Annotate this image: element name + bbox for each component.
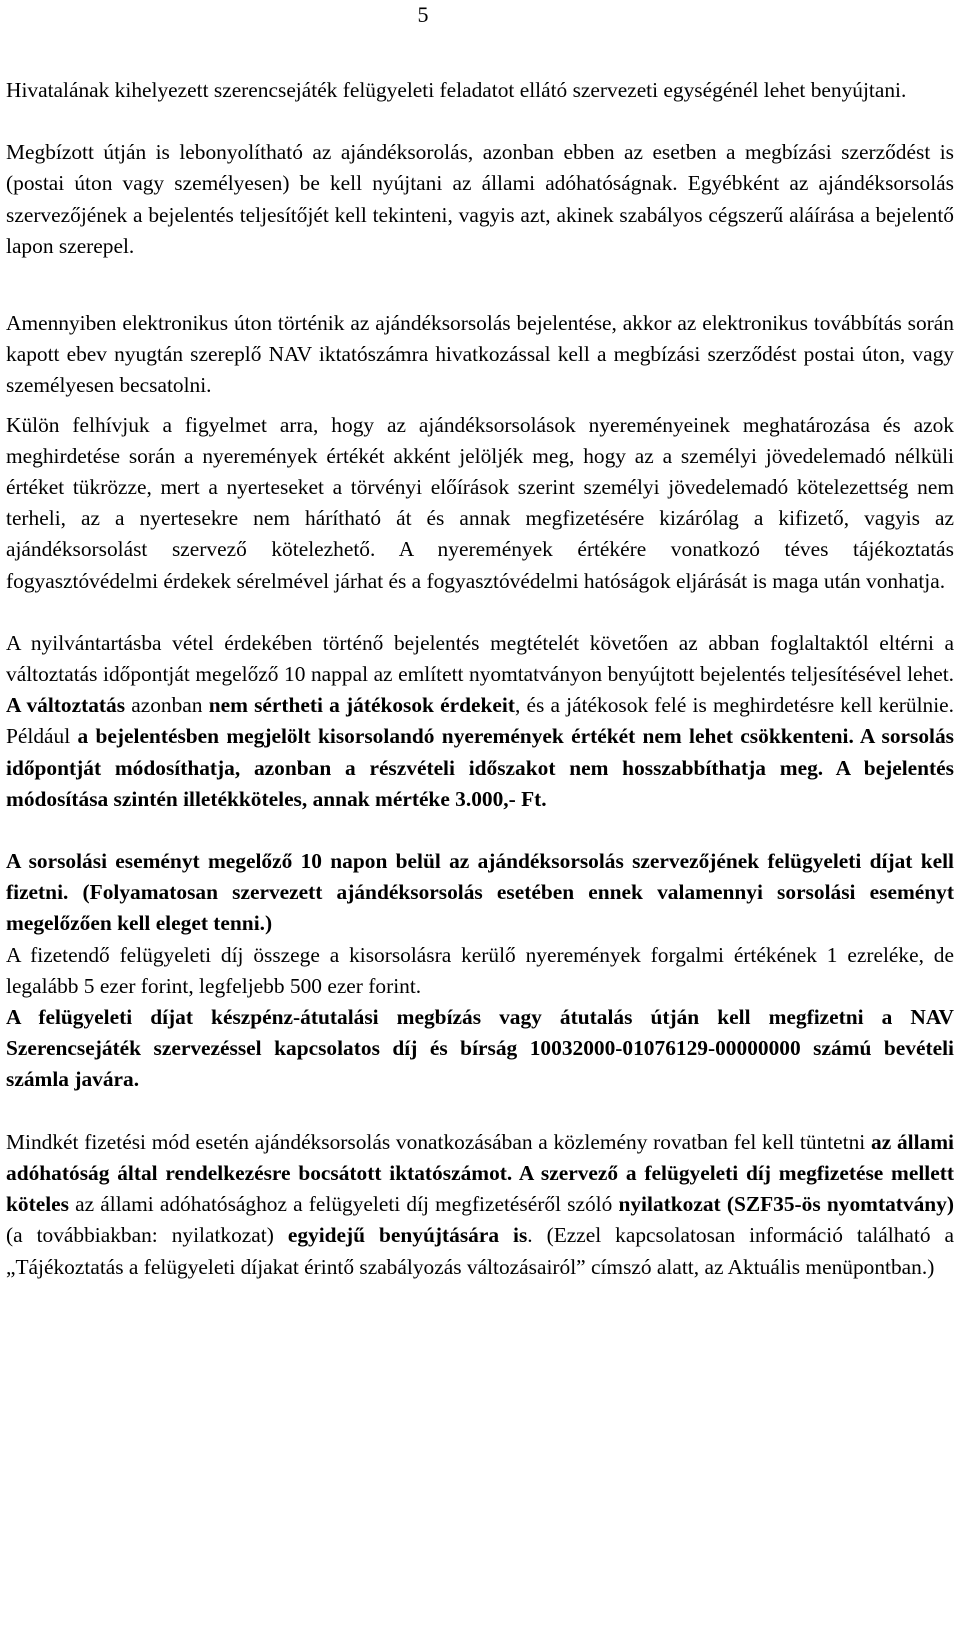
paragraph-9-text-3: (a továbbiakban: nyilatkozat) — [6, 1223, 288, 1248]
paragraph-6-bold: A sorsolási eseményt megelőző 10 napon belül az ajándéksorsolás szervezőjének felügyeleti díjat kell fizetni. (Folyamatosan szervezett ajándéksorsolás esetében ennek valamennyi sorsolási eseményt megelőzően kell eleget tenni.) — [6, 849, 954, 936]
document-body — [6, 75, 954, 1283]
paragraph-9-bold-3: egyidejű benyújtására is — [287, 1223, 528, 1248]
paragraph-8 — [6, 1002, 954, 1096]
paragraph-5-bold-1: A változtatás — [6, 693, 126, 718]
paragraph-8-bold: A felügyeleti díjat készpénz-átutalási megbízás vagy átutalás útján kell megfizetni a NAV Szerencsejáték szervezéssel kapcsolatos díj és bírság 10032000-01076129-00000000 számú bevételi számla javára. — [6, 1005, 954, 1092]
paragraph-6 — [6, 846, 954, 940]
paragraph-4: Külön felhívjuk a figyelmet arra, hogy az ajándéksorsolások nyereményeinek meghatározása és azok meghirdetése során a nyeremények értékét akként jelöljék meg, hogy az a személyi jövedelemadó nélküli értéket tükrözze, mert a nyerteseket a törvényi előírások szerint személyi jövedelemadó kötelezettség nem terheli, az a nyertesekre nem hárítható át és annak megfizetésére kizárólag a kifizető, vagyis az ajándéksorsolást szervező kötelezhető. A nyeremények értékére vonatkozó téves tájékoztatás fogyasztóvédelmi érdekek sérelmével járhat és a fogyasztóvédelmi hatóságok eljárását is maga után vonhatja. — [6, 412, 954, 593]
paragraph-2: Megbízott útján is lebonyolítható az ajándéksorolás, azonban ebben az esetben a megbízási szerződést is (postai úton vagy személyesen) be kell nyújtani az állami adóhatóságnak. Egyébként az ajándéksorsolás szervezőjének a bejelentés teljesítőjét kell tekinteni, vagyis azt, akinek szabályos cégszerű aláírása a bejelentő lapon szerepel. — [6, 140, 954, 258]
paragraph-5-text-3: , és a játékosok felé is meghirdetésre kell kerülnie. Például — [6, 693, 954, 749]
paragraph-9 — [6, 1127, 954, 1283]
paragraph-1: Hivatalának kihelyezett szerencsejáték felügyeleti feladatot ellátó szervezeti egységénél lehet benyújtani. — [6, 78, 907, 102]
paragraph-5-bold-2: nem sértheti a játékosok érdekeit — [208, 693, 515, 718]
paragraph-9-bold-1: az állami adóhatóság által rendelkezésre bocsátott iktatószámot. A szervező a felügyeleti díj megfizetése mellett köteles — [6, 1129, 954, 1217]
paragraph-9-bold-2: nyilatkozat (SZF35-ös nyomtatvány) — [618, 1192, 955, 1217]
paragraph-5-text-2: azonban — [125, 693, 209, 718]
page-number: 5 — [417, 2, 429, 27]
paragraph-5-bold-3: a bejelentésben megjelölt kisorsolandó nyeremények értékét nem lehet csökkenteni. A sorsolás időpontját módosíthatja, azonban a részvételi időszakot nem hosszabbíthatja meg. A bejelentés módosítása szintén illetékköteles, annak mértéke 3.000,- Ft. — [6, 724, 955, 811]
paragraph-9-text-2: az állami adóhatósághoz a felügyeleti díj megfizetéséről szóló — [68, 1192, 619, 1217]
paragraph-3: Amennyiben elektronikus úton történik az ajándéksorsolás bejelentése, akkor az elektronikus továbbítás során kapott ebev nyugtán szereplő NAV iktatószámra hivatkozással kell a megbízási szerződést postai úton, vagy személyesen becsatolni. — [6, 311, 954, 398]
paragraph-9-text-1: Mindkét fizetési mód esetén ajándéksorsolás vonatkozásában a közlemény rovatban fel kell tüntetni — [6, 1129, 871, 1154]
paragraph-5 — [6, 628, 954, 815]
paragraph-7: A fizetendő felügyeleti díj összege a kisorsolásra kerülő nyeremények forgalmi értékének 1 ezreléke, de legalább 5 ezer forint, legfeljebb 500 ezer forint. — [6, 942, 954, 998]
paragraph-9-text-4: . (Ezzel kapcsolatosan információ található a „Tájékoztatás a felügyeleti díjakat érintő szabályozás változásairól” címszó alatt, az Aktuális menüpontban.) — [6, 1223, 954, 1279]
paragraph-5-text-1: A nyilvántartásba vétel érdekében történő bejelentés megtételét követően az abban foglaltaktól eltérni a változtatás időpontját megelőző 10 nappal az említett nyomtatványon benyújtott bejelentés teljesítésével lehet. — [6, 630, 954, 687]
